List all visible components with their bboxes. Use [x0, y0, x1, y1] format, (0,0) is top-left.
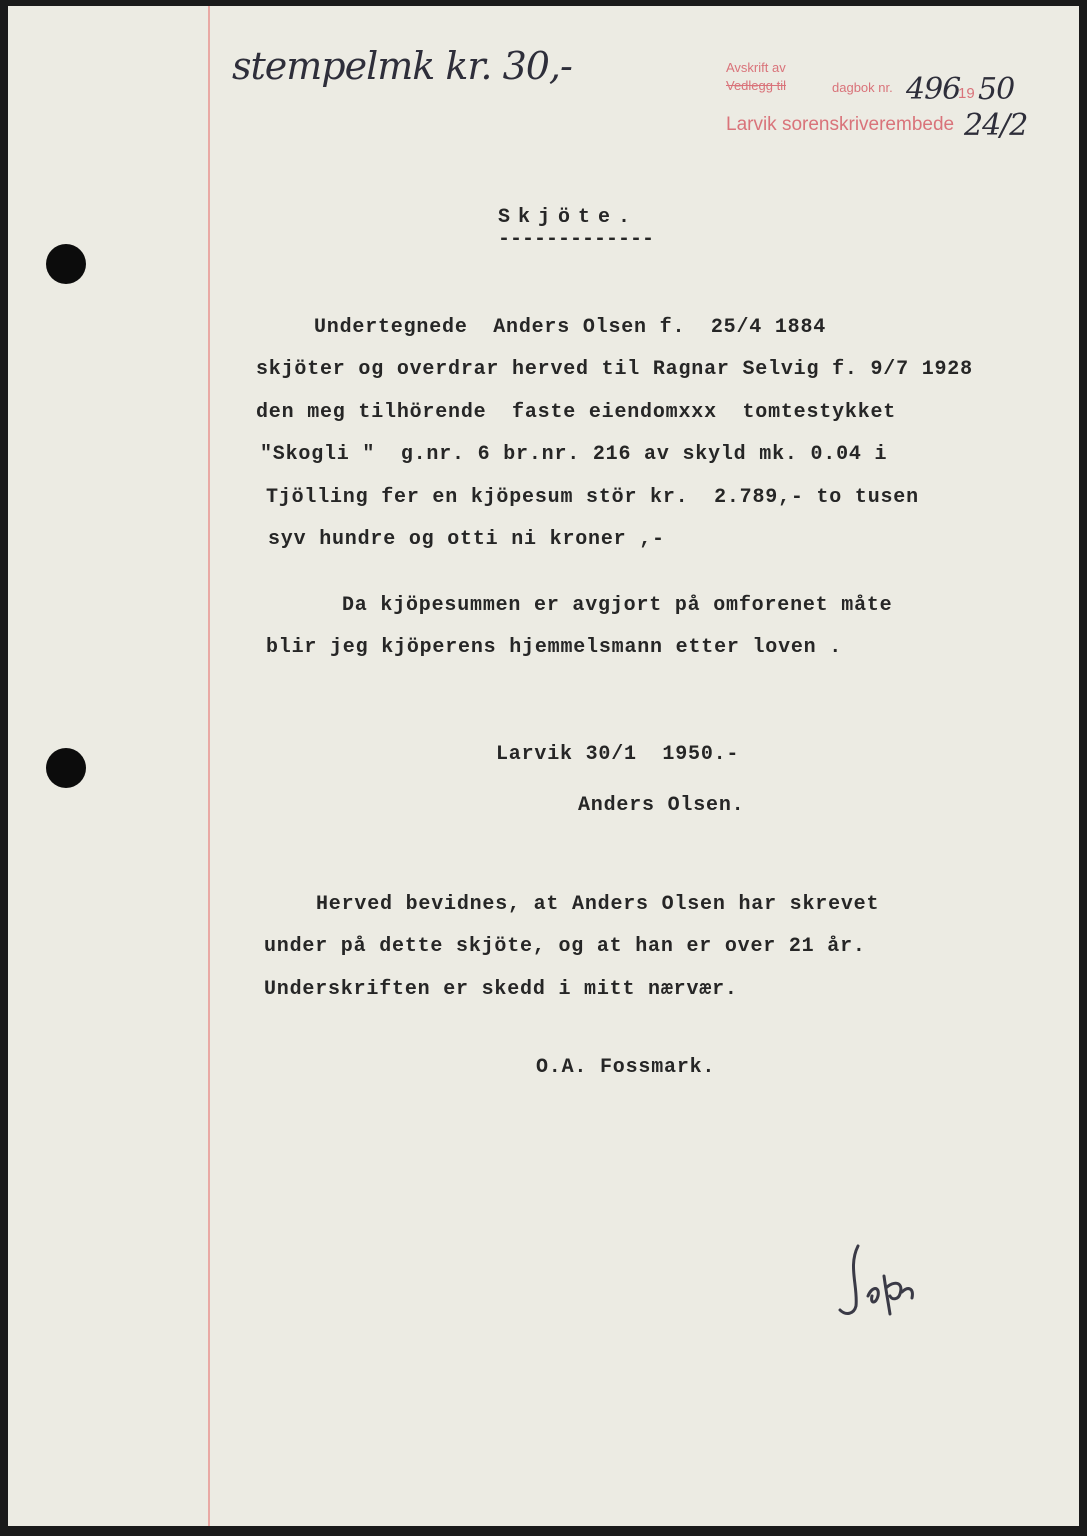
- paragraph1-line: syv hundre og otti ni kroner ,-: [268, 528, 665, 551]
- witness-paragraph-line: Underskriften er skedd i mitt nærvær.: [264, 978, 738, 1001]
- witness-paragraph-line: under på dette skjöte, og at han er over 21 år.: [264, 935, 866, 958]
- stamp-century: 19: [958, 85, 975, 102]
- office-stamp: [726, 58, 1066, 158]
- witness-name: O.A. Fossmark.: [536, 1056, 716, 1079]
- punch-hole-bottom: [46, 748, 86, 788]
- margin-rule: [208, 6, 210, 1526]
- paragraph1-line: skjöter og overdrar herved til Ragnar Selvig f. 9/7 1928: [256, 358, 973, 381]
- punch-hole-top: [46, 244, 86, 284]
- stamp-copy-label: Avskrift av: [726, 60, 786, 75]
- stamp-attachment-label: Vedlegg til: [726, 78, 786, 93]
- paragraph1-line: den meg tilhörende faste eiendomxxx tomtestykket: [256, 401, 897, 424]
- paragraph2-line: Da kjöpesummen er avgjort på omforenet måte: [342, 594, 893, 617]
- paragraph1-line: Tjölling fer en kjöpesum stör kr. 2.789,- to tusen: [266, 486, 919, 509]
- handwritten-stamp-fee: stempelmk kr. 30,-: [232, 44, 572, 88]
- handwritten-year: 50: [978, 72, 1015, 107]
- paragraph2-line: blir jeg kjöperens hjemmelsmann etter loven .: [266, 636, 843, 659]
- handwritten-entry-number: 496: [906, 72, 961, 107]
- document-page: [8, 6, 1079, 1526]
- paragraph1-line: Undertegnede Anders Olsen f. 25/4 1884: [314, 316, 827, 339]
- paragraph1-line: "Skogli " g.nr. 6 br.nr. 216 av skyld mk. 0.04 i: [260, 443, 888, 466]
- stamp-office-name: Larvik sorenskriverembede: [726, 114, 955, 135]
- handwritten-initials: [828, 1236, 928, 1326]
- deed-title: Skjöte.: [498, 206, 639, 229]
- deed-title-underline: -------------: [498, 228, 655, 251]
- handwritten-date: 24/2: [964, 108, 1028, 143]
- witness-paragraph-line: Herved bevidnes, at Anders Olsen har skrevet: [316, 893, 880, 916]
- place-date: Larvik 30/1 1950.-: [496, 743, 740, 766]
- signer-name: Anders Olsen.: [578, 794, 745, 817]
- stamp-journal-label: dagbok nr.: [832, 80, 893, 95]
